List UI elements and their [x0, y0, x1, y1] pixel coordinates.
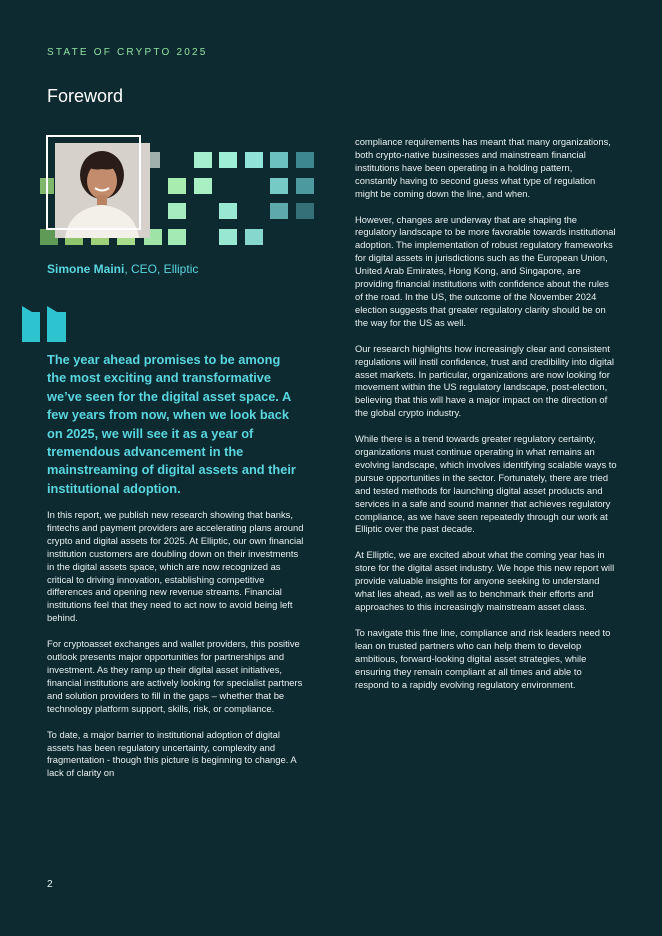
body-paragraph: However, changes are underway that are shaping the regulatory landscape to be more favorable towards institutional adoption. The implementation of robust regulatory frameworks for digital assets in jurisdictions such as the European Union, United Arab Emirates, Hong Kong, and Singapore, are providing financial institutions with confidence about the rules of the road. In the US, the outcome of the November 2024 election suggests that greater regulatory clarity should be on the way for the US as well. [355, 213, 616, 328]
body-paragraph: For cryptoasset exchanges and wallet providers, this positive outlook presents major opportunities for partnerships and investment. As they ramp up their digital asset initiatives, financial institutions are actively looking for specialist partners and solution providers to fill in the gaps – whether that be technology platform support, skills, risk, or compliance. [47, 638, 303, 714]
quote-mark-icon [22, 306, 68, 347]
left-column [47, 509, 305, 793]
body-paragraph: While there is a trend towards greater regulatory certainty, organizations must continue operating in what remains an evolving landscape, which involves identifying scalable ways to pursue opportunities in the sector. Fortunately, there are tried and tested methods for launching digital asset products and services in a safe and sound manner that achieves regulatory compliance, as we have seen repeatedly through our work at Elliptic over the past decade. [355, 433, 617, 535]
portrait-frame [46, 135, 141, 230]
right-column [355, 136, 617, 704]
page-number: 2 [47, 879, 53, 890]
page-title: Foreword [47, 86, 124, 106]
author-role: , CEO, Elliptic [124, 262, 199, 276]
body-paragraph: To navigate this fine line, compliance and risk leaders need to lean on trusted partners who can help them to develop ambitious, forward-looking digital asset strategies, while ensuring they remain compliant at all times and able to respond to a rapidly evolving regulatory environment. [355, 626, 611, 690]
pull-quote: The year ahead promises to be among the most exciting and transformative we’ve seen for the digital asset space. A few years from now, when we look back on 2025, we will see it as a year of tremendous advancement in the mainstreaming of digital assets and their institutional adoption. [47, 352, 296, 496]
body-paragraph: At Elliptic, we are excited about what the coming year has in store for the digital asset industry. We hope this new report will provide valuable insights for anyone seeking to understand what lies ahead, as well as to benchmark their efforts and approaches to this increasingly mainstream asset class. [355, 549, 615, 612]
body-paragraph: Our research highlights how increasingly clear and consistent regulations will instil confidence, trust and credibility into digital asset markets. In particular, organizations are now looking for movement within the US regulatory landscape, post-election, believing that this will have a major impact on the direction of the global crypto industry. [355, 342, 614, 419]
author-name: Simone Maini [47, 262, 125, 276]
report-eyebrow: STATE OF CRYPTO 2025 [47, 47, 208, 58]
body-paragraph: In this report, we publish new research showing that banks, fintechs and payment providers are accelerating plans around crypto and digital assets for 2025. At Elliptic, our own financial institution customers are doubling down on their investments in the digital assets space, which are now recognized as critical to driving innovation, establishing competitive differences and opening new revenue streams. Financial institutions feel that they need to act now to avoid being left behind. [47, 509, 304, 624]
body-paragraph: compliance requirements has meant that many organizations, both crypto-native businesses and mainstream financial institutions have been operating in a holding pattern, constantly having to second guess what type of regulation might be coming down the line, and when. [355, 136, 611, 199]
body-paragraph: To date, a major barrier to institutional adoption of digital assets has been regulatory uncertainty, complexity and fragmentation - though this picture is beginning to change. A lack of clarity on [47, 728, 297, 779]
author-credit [47, 262, 198, 276]
